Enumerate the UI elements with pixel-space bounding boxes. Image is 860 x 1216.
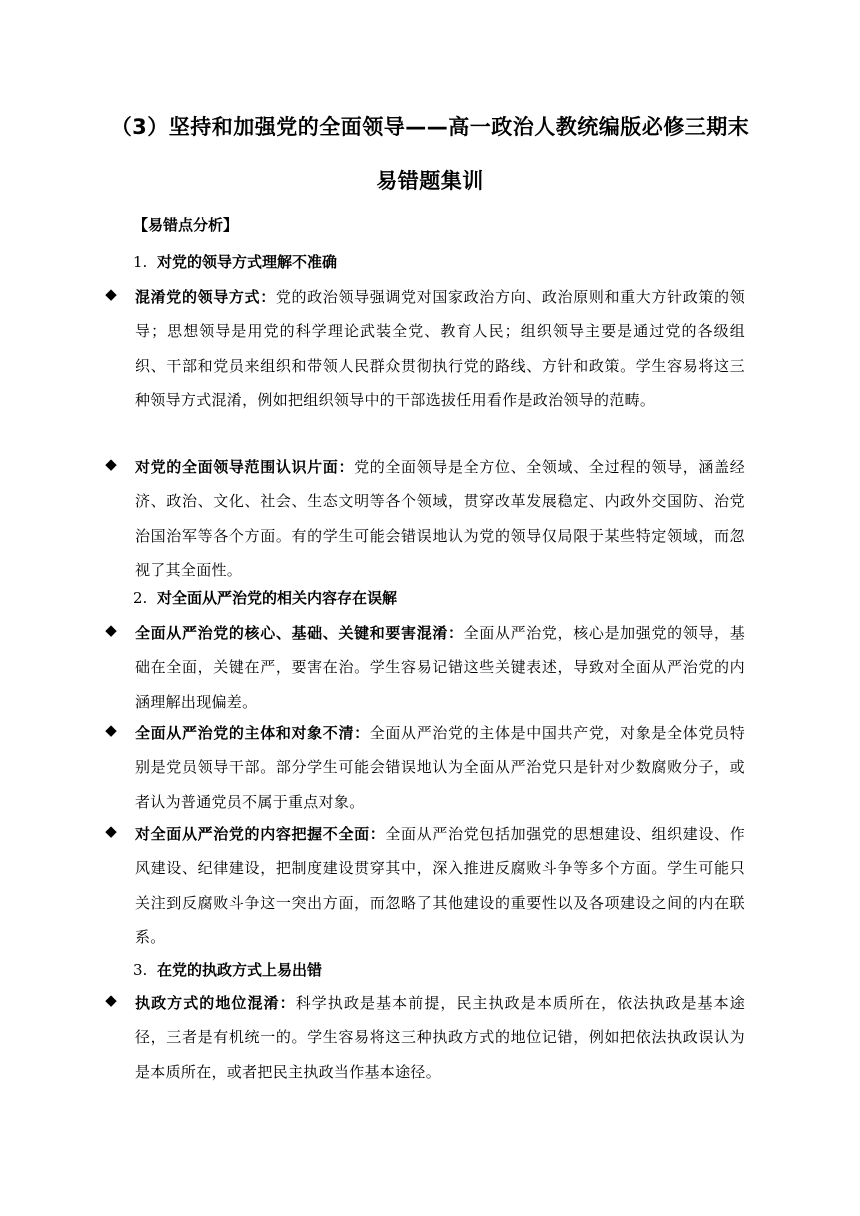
black-diamond-icon: ◆ <box>105 455 117 473</box>
bullet-body <box>135 986 745 1089</box>
subheading-number: 3. <box>133 961 148 979</box>
bullet-item <box>103 986 745 1089</box>
bullet-text: 全面从严治党包括加强党的思想建设、组织建设、作风建设、纪律建设，把制度建设贯穿其中，深入推进反腐败斗争等多个方面。学生可能只关注到反腐败斗争这一突出方面，而忽略了其他建设的重要性以及各项建设之间的内在联系。 <box>135 825 745 946</box>
black-diamond-icon: ◆ <box>105 991 117 1009</box>
bullet-item <box>103 817 745 954</box>
bullet-term: 对全面从严治党的内容把握不全面： <box>135 825 386 843</box>
subheading-text: 在党的执政方式上易出错 <box>157 961 323 979</box>
subheading-3 <box>133 958 322 982</box>
subheading-number: 2. <box>133 589 148 607</box>
bullet-text: 科学执政是基本前提，民主执政是本质所在，依法执政是基本途径，三者是有机统一的。学生容易将这三种执政方式的地位记错，例如把依法执政误认为是本质所在，或者把民主执政当作基本途径。 <box>135 994 745 1081</box>
document-title-line-1: （3）坚持和加强党的全面领导——高一政治人教统编版必修三期末 <box>110 115 750 139</box>
bullet-body <box>135 817 745 954</box>
bullet-body <box>135 280 745 417</box>
bullet-term: 对党的全面领导范围认识片面： <box>135 458 355 476</box>
subheading-number: 1. <box>133 253 148 271</box>
bullet-text: 全面从严治党的主体是中国共产党，对象是全体党员特别是党员领导干部。部分学生可能会错误地认为全面从严治党只是针对少数腐败分子，或者认为普通党员不属于重点对象。 <box>135 724 745 811</box>
bullet-text: 全面从严治党，核心是加强党的领导，基础在全面，关键在严，要害在治。学生容易记错这些关键表述，导致对全面从严治党的内涵理解出现偏差。 <box>135 624 745 711</box>
section-label: 【易错点分析】 <box>133 216 239 234</box>
bullet-term: 混淆党的领导方式： <box>135 288 276 306</box>
black-diamond-icon: ◆ <box>105 285 117 303</box>
black-diamond-icon: ◆ <box>105 822 117 840</box>
subheading-text: 对全面从严治党的相关内容存在误解 <box>157 589 398 607</box>
bullet-body <box>135 450 745 587</box>
bullet-item <box>103 280 745 417</box>
subheading-text: 对党的领导方式理解不准确 <box>157 253 338 271</box>
bullet-term: 全面从严治党的核心、基础、关键和要害混淆： <box>135 624 464 642</box>
subheading-1 <box>133 250 337 274</box>
bullet-text: 党的全面领导是全方位、全领域、全过程的领导，涵盖经济、政治、文化、社会、生态文明等各个领域，贯穿改革发展稳定、内政外交国防、治党治国治军等各个方面。有的学生可能会错误地认为党的领导仅局限于某些特定领域，而忽视了其全面性。 <box>135 458 745 579</box>
subheading-2 <box>133 586 397 610</box>
bullet-text: 党的政治领导强调党对国家政治方向、政治原则和重大方针政策的领导；思想领导是用党的科学理论武装全党、教育人民；组织领导主要是通过党的各级组织、干部和党员来组织和带领人民群众贯彻执行党的路线、方针和政策。学生容易将这三种领导方式混淆，例如把组织领导中的干部选拔任用看作是政治领导的范畴。 <box>135 288 745 409</box>
bullet-term: 执政方式的地位混淆： <box>135 994 296 1012</box>
bullet-term: 全面从严治党的主体和对象不清： <box>135 724 370 742</box>
bullet-item <box>103 616 745 719</box>
bullet-body <box>135 616 745 719</box>
bullet-item <box>103 450 745 587</box>
document-title-line-2: 易错题集训 <box>376 169 484 193</box>
bullet-item <box>103 716 745 819</box>
bullet-body <box>135 716 745 819</box>
black-diamond-icon: ◆ <box>105 621 117 639</box>
black-diamond-icon: ◆ <box>105 721 117 739</box>
